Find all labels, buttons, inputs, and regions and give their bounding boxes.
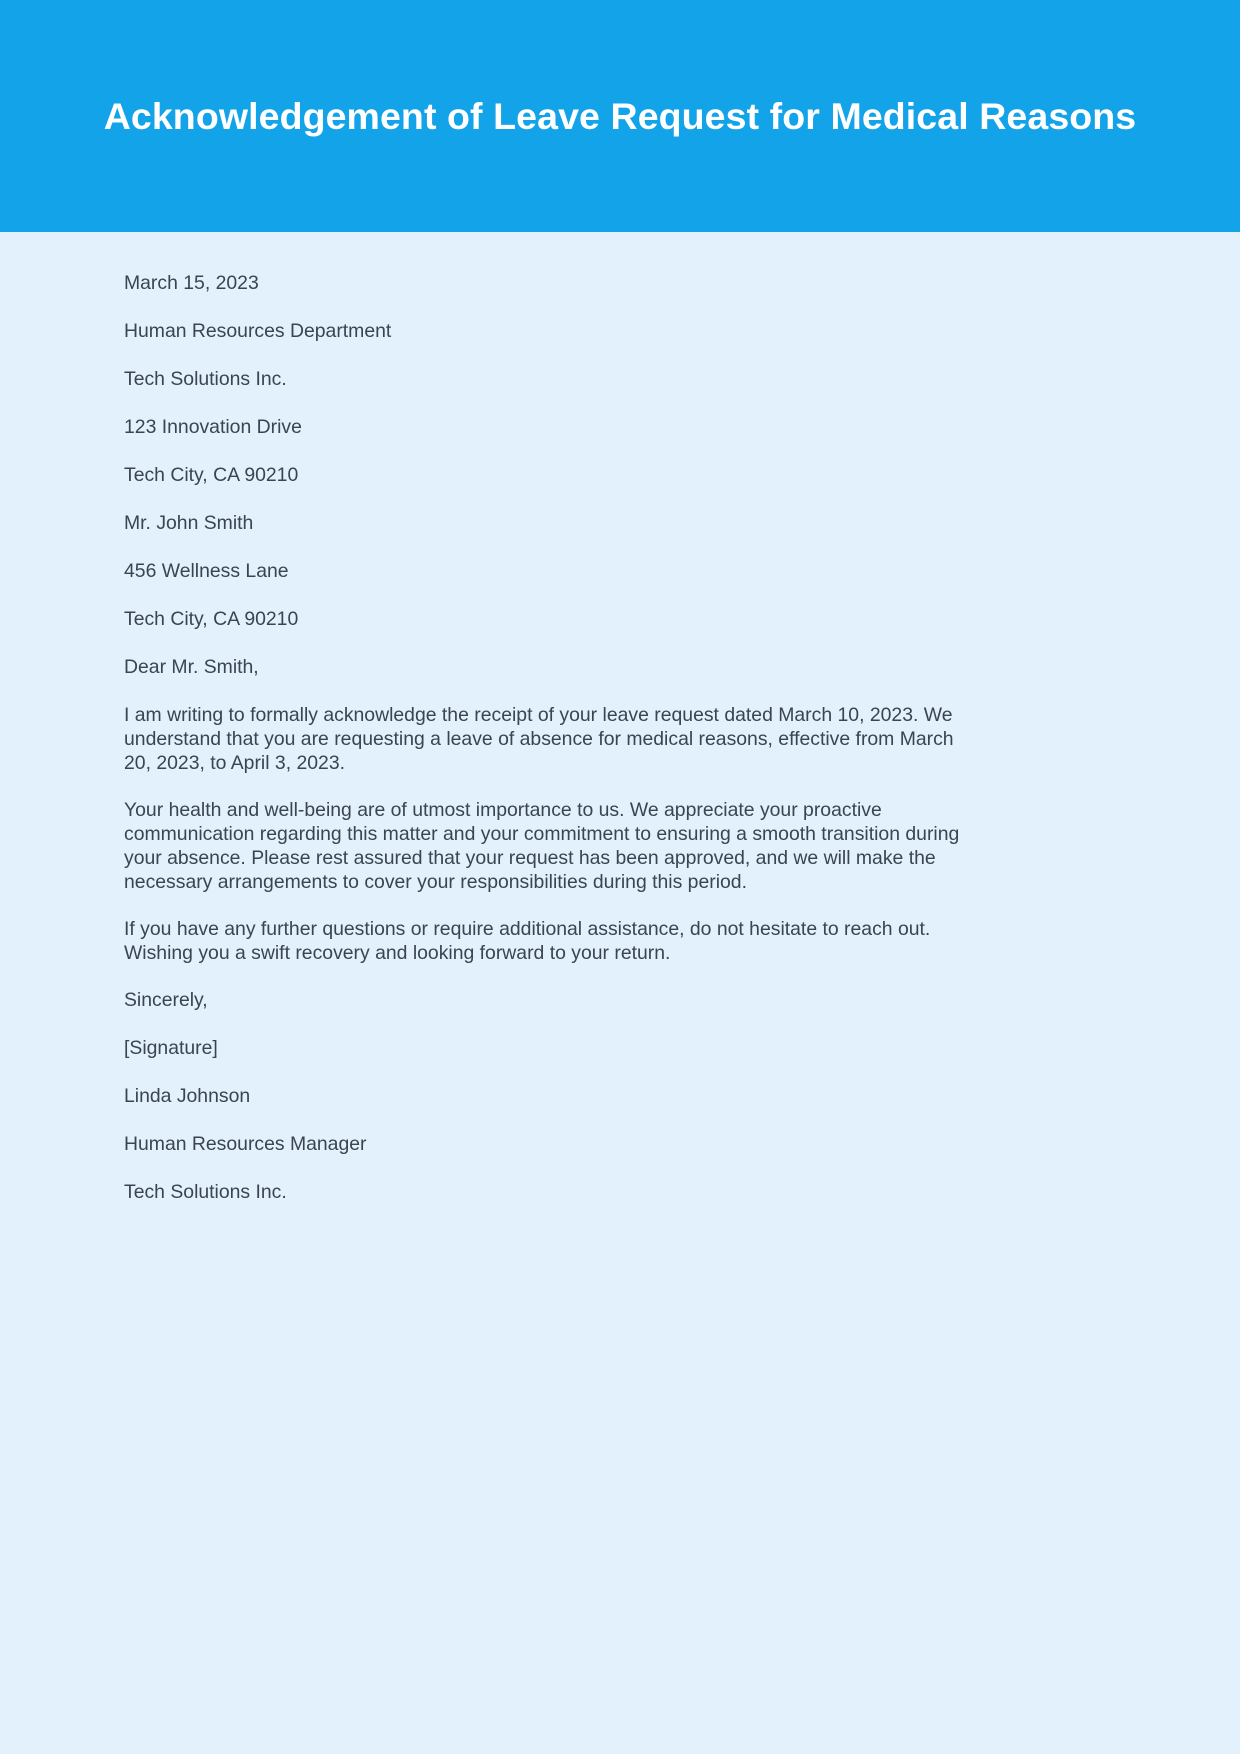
recipient-department: Human Resources Department — [124, 320, 392, 342]
signer-name: Linda Johnson — [124, 1085, 251, 1107]
salutation: Dear Mr. Smith, — [124, 656, 259, 678]
body-paragraph-1: I am writing to formally acknowledge the receipt of your leave request dated March 10, 2023. We understand that you are requesting a leave of absence for medical reasons, effective from March 20, 2023, to April 3, 2023. — [124, 704, 954, 774]
signature-placeholder: [Signature] — [124, 1037, 218, 1059]
recipient-street: 123 Innovation Drive — [124, 416, 302, 438]
addressee-city-state-zip: Tech City, CA 90210 — [124, 608, 299, 630]
page-title: Acknowledgement of Leave Request for Medical Reasons — [103, 94, 1137, 137]
addressee-street: 456 Wellness Lane — [124, 560, 289, 582]
recipient-city-state-zip: Tech City, CA 90210 — [124, 464, 299, 486]
recipient-company: Tech Solutions Inc. — [124, 368, 287, 390]
signer-title: Human Resources Manager — [124, 1133, 367, 1155]
body-paragraph-3: If you have any further questions or require additional assistance, do not hesitate to reach out. Wishing you a swift recovery and looking forward to your return. — [124, 918, 931, 964]
closing-salutation: Sincerely, — [124, 989, 208, 1011]
document-header-band — [0, 0, 1240, 232]
addressee-name: Mr. John Smith — [124, 512, 254, 534]
letter-body — [0, 232, 1240, 1228]
signer-company: Tech Solutions Inc. — [124, 1181, 287, 1203]
letter-date: March 15, 2023 — [124, 272, 259, 294]
body-paragraph-2: Your health and well-being are of utmost importance to us. We appreciate your proactive communication regarding this matter and your commitment to ensuring a smooth transition during your absence. Please rest assured that your request has been approved, and we will make the necessary arrangements to cover your responsibilities during this period. — [124, 799, 960, 893]
